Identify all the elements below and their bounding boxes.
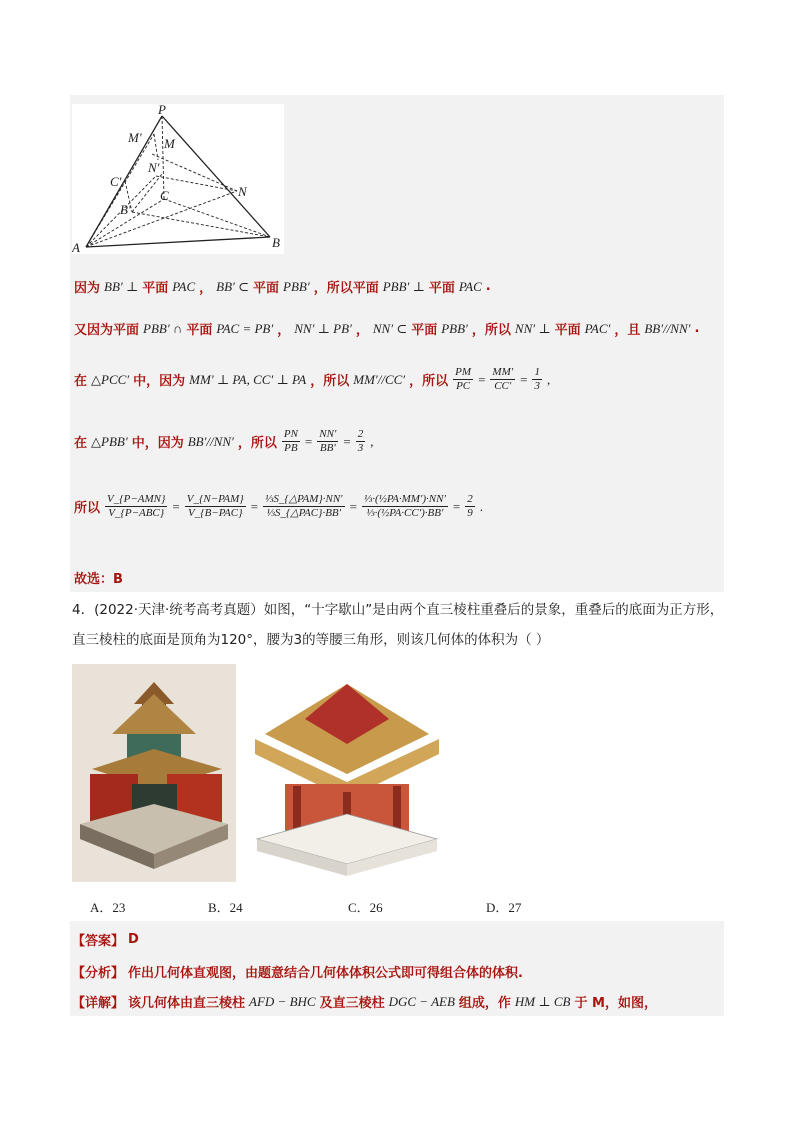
- option-b[interactable]: B．24: [208, 900, 243, 915]
- fraction-pn-pb: $\frac{PN}{PB}$: [283, 428, 298, 454]
- fraction-volume-ratio-2: $\frac{\text{V\_\{N−PAM\}}}{\text{V\_\{B−PAC\}}}$: [186, 493, 244, 519]
- question-4: [72, 597, 732, 653]
- detail-line: 【详解】 该几何体由直三棱柱 AFD − BHC 及直三棱柱 DGC − AEB 组成，作 HM ⊥ CB 于 M，如图，: [72, 993, 657, 1011]
- fraction-volume-ratio: $\frac{\text{V\_\{P−AMN\}}}{\text{V\_\{P−ABC\}}}$: [107, 493, 166, 519]
- tetrahedron-diagram: [72, 104, 284, 254]
- option-d[interactable]: D．27: [486, 900, 522, 915]
- option-a[interactable]: A．23: [90, 900, 126, 915]
- fraction-mm-cc: $\frac{MM'}{CC'}$: [492, 366, 514, 392]
- label-M-prime: M′: [128, 130, 142, 145]
- label-A: A: [72, 240, 80, 254]
- label-N-prime: N′: [148, 160, 160, 175]
- fraction-volume-ratio-3: $\frac{\text{⅓S\_\{△PAM\}·NN′}}{\text{⅓S\_\{△PAC\}·BB′}}$: [265, 493, 343, 519]
- solution-line-4: 在 △PBB′ 中，因为 BB′//NN′ ，所以 $\frac{PN}{PB}$ = $\frac{NN'}{BB'}$ = $\frac{2}{3}$ ,: [74, 428, 374, 454]
- question-line-2: 直三棱柱的底面是顶角为120°，腰为3的等腰三角形，则该几何体的体积为（ ）: [72, 632, 550, 648]
- fraction-nn-bb: $\frac{NN'}{BB'}$: [319, 428, 337, 454]
- solution-line-2: 又因为平面 PBB′ ∩ 平面 PAC = PB′ ， NN′ ⊥ PB′ ， NN′ ⊂ 平面 PBB′ ，所以 NN′ ⊥ 平面 PAC′ ，且 BB′//NN′ .: [74, 320, 700, 338]
- label-N: N: [238, 184, 247, 199]
- solution-line-3: 在 △PCC′ 中，因为 MM′ ⊥ PA, CC′ ⊥ PA ，所以 MM′//CC′ ，所以 $\frac{PM}{PC}$ = $\frac{MM'}{CC'}$ = $\frac{1}{3}$ ,: [74, 366, 551, 392]
- analysis-line: 【分析】 作出几何体直观图，由题意结合几何体体积公式即可得组合体的体积.: [72, 966, 523, 981]
- label-M: M: [164, 136, 175, 151]
- label-C: C: [160, 188, 169, 203]
- cross-gable-roof-illustration: [245, 664, 449, 882]
- answer-tag-line: 【答案】 D: [72, 932, 139, 949]
- question-line-1: 4．(2022·天津·统考高考真题）如图，“十字歇山”是由两个直三棱柱重叠后的景象，重叠后的底面为正方形，: [72, 602, 724, 618]
- fraction-volume-ratio-4: $\frac{\text{⅓·(½PA·MM′)·NN′}}{\text{⅓·(½PA·CC′)·BB′}}$: [363, 493, 446, 519]
- label-P: P: [158, 104, 166, 117]
- answer-line: 故选：B: [74, 572, 123, 587]
- fraction-pm-pc: $\frac{PM}{PC}$: [455, 366, 472, 392]
- option-c[interactable]: C．26: [348, 900, 383, 915]
- fraction-two-ninths: $\frac{2}{9}$: [467, 493, 473, 519]
- fraction-one-third: $\frac{1}{3}$: [534, 366, 540, 392]
- pavilion-model-photo: [72, 664, 236, 882]
- label-B: B: [272, 235, 280, 250]
- fraction-two-thirds: $\frac{2}{3}$: [357, 428, 364, 454]
- solution-line-5: 所以 $\frac{\text{V\_\{P−AMN\}}}{\text{V\_\{P−ABC\}}}$ = $\frac{\text{V\_\{N−PAM\}}}{\text{V\_\{B−PAC\}}}$ = $\frac{\text{⅓S\_\{△PAM\}·NN′}}{\text{⅓S\_\{△PAC\}·BB′}}$ = $\frac{\text{⅓·(½PA·MM′)·NN′}}{\text{⅓·(½PA·CC′)·BB′}}$ = $\frac{2}{9}$ .: [74, 493, 483, 519]
- label-B-prime: B′: [120, 202, 131, 217]
- label-C-prime: C′: [110, 174, 122, 189]
- solution-line-1: 因为 BB′ ⊥ 平面 PAC ， BB′ ⊂ 平面 PBB′ ，所以平面 PBB′ ⊥ 平面 PAC .: [74, 278, 491, 296]
